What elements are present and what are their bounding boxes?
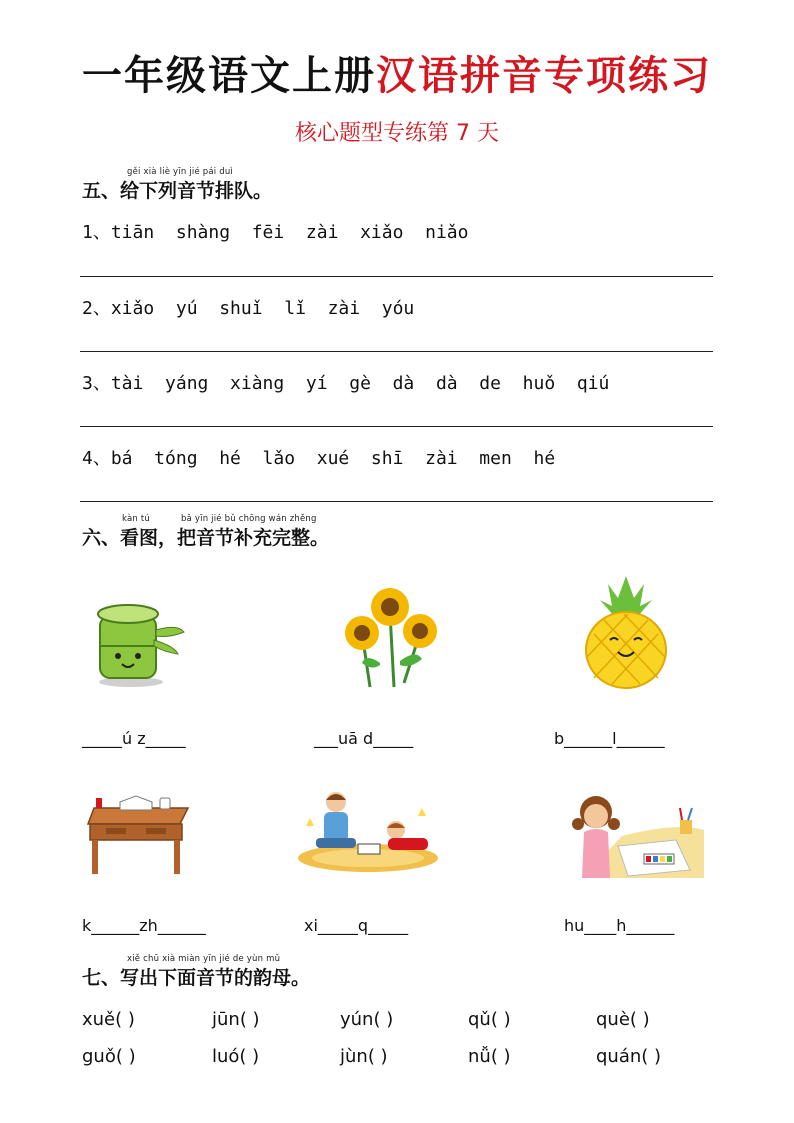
fill-blank-chess[interactable]: xi_____q_____: [304, 916, 409, 935]
final-item[interactable]: guǒ( ): [82, 1046, 136, 1067]
section7-title: 七、写出下面音节的韵母。: [82, 967, 311, 989]
page-subtitle: 核心题型专练第 7 天: [295, 121, 499, 146]
fill-blank-desk[interactable]: k______zh______: [82, 916, 206, 935]
section6-title: 六、看图，把音节补充完整。: [82, 527, 330, 549]
painting-girl-image: [566, 786, 706, 880]
answer-line-4: [80, 501, 713, 502]
section5-row-3: 3、tài yáng xiàng yí gè dà dà de huǒ qiú: [82, 373, 610, 394]
fill-blank-sunflower[interactable]: ___uā d_____: [314, 729, 414, 748]
section7-pinyin: xiě chū xià miàn yīn jié de yùn mǔ: [127, 954, 281, 964]
final-item[interactable]: yún( ): [340, 1009, 394, 1030]
bamboo-image: [86, 590, 196, 690]
final-item[interactable]: jùn( ): [340, 1046, 388, 1067]
fill-blank-painting[interactable]: hu____h______: [564, 916, 675, 935]
section5-pinyin: gěi xià liè yīn jié pái duì: [127, 167, 233, 177]
sunflower-image: [340, 583, 444, 691]
section5-row-2: 2、xiǎo yú shuǐ lǐ zài yóu: [82, 298, 415, 319]
title-part1: 一年级语文上册: [82, 52, 376, 99]
fill-blank-pineapple[interactable]: b______l______: [554, 729, 665, 748]
answer-line-3: [80, 426, 713, 427]
chess-image: [296, 788, 440, 874]
section6-pinyin-kantu: kàn tú: [122, 514, 150, 524]
final-item[interactable]: nǚ( ): [468, 1046, 511, 1067]
final-item[interactable]: quán( ): [596, 1046, 662, 1067]
fill-blank-bamboo[interactable]: _____ú z_____: [82, 729, 186, 748]
final-item[interactable]: luó( ): [212, 1046, 260, 1067]
section5-row-4: 4、bá tóng hé lǎo xué shī zài men hé: [82, 448, 556, 469]
answer-line-1: [80, 276, 713, 277]
final-item[interactable]: què( ): [596, 1009, 650, 1030]
section6-pinyin-rest: bǎ yīn jié bǔ chōng wán zhěng: [181, 514, 317, 524]
final-item[interactable]: xuě( ): [82, 1009, 135, 1030]
title-part2: 汉语拼音专项练习: [376, 52, 712, 99]
page-title: [0, 44, 794, 101]
final-item[interactable]: qǔ( ): [468, 1009, 511, 1030]
section5-title: 五、给下列音节排队。: [82, 180, 273, 202]
desk-image: [84, 784, 194, 878]
answer-line-2: [80, 351, 713, 352]
final-item[interactable]: jūn( ): [212, 1009, 260, 1030]
pineapple-image: [580, 572, 672, 690]
section5-row-1: 1、tiān shàng fēi zài xiǎo niǎo: [82, 222, 469, 243]
